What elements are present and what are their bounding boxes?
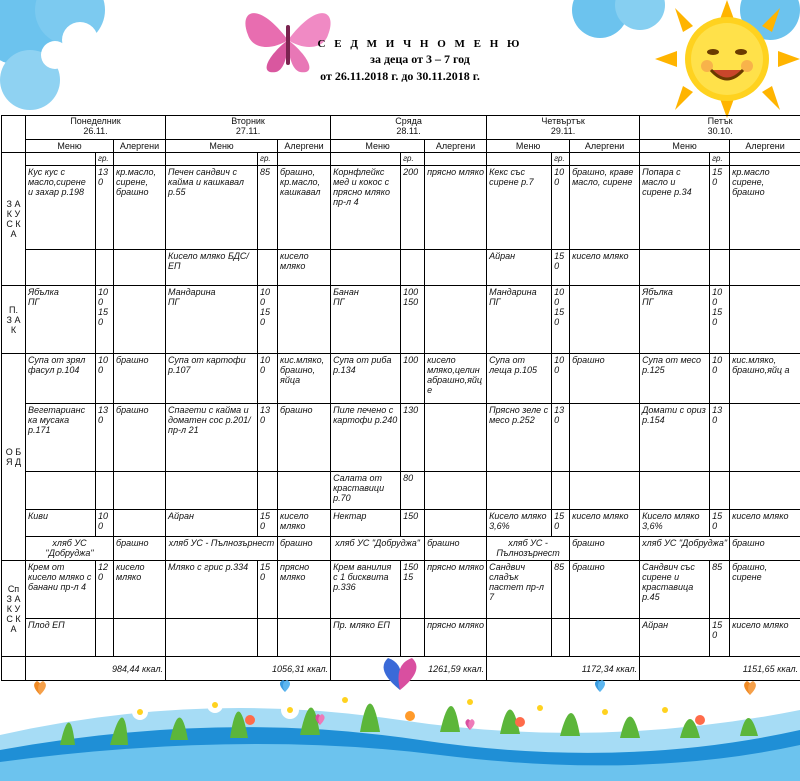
cloud-left-decoration [0, 0, 120, 110]
snack-grams: 100 [260, 287, 271, 307]
menu-item: Супа от зрял фасул р.104 [26, 354, 96, 404]
empty-cell [26, 153, 96, 166]
allergens-value [570, 472, 640, 510]
menu-item: Кисело мляко 3,6% [640, 510, 710, 537]
bread-row [2, 537, 800, 561]
allergens-value: кисело мляко [278, 510, 331, 537]
allergens-value: прясно мляко [278, 561, 331, 619]
breakfast-row [2, 166, 800, 250]
allergens-value [730, 250, 800, 286]
allergens-value [114, 250, 166, 286]
bread-item: хляб УС - Пълнозърнест [166, 537, 278, 561]
grams-value [96, 250, 114, 286]
allergens-value: брашно, краве масло, сирене [570, 166, 640, 250]
menu-item: Кекс със сирене р.7 [487, 166, 552, 250]
allergens-value [730, 286, 800, 354]
allergens-value: брашно [114, 404, 166, 472]
snack-item: Банан [333, 287, 359, 297]
menu-column-header: Меню [26, 140, 114, 153]
allergens-value: кисело мляко [730, 510, 800, 537]
day-name: Сряда [395, 116, 422, 126]
sun-icon [655, 0, 800, 118]
allergens-column-header: Алергени [278, 140, 331, 153]
allergens-value: кисело мляко [570, 510, 640, 537]
kcal-total: 1261,59 ккал. [331, 657, 487, 681]
grams-value: 100 [552, 166, 570, 250]
grams-header: гр. [552, 153, 570, 166]
snack-grams-2: 150 [98, 307, 109, 327]
grams-value: 130 [96, 166, 114, 250]
menu-subtitle: за деца от 3 – 7 год [370, 52, 470, 66]
day-name-row [2, 116, 800, 140]
grams-value [96, 561, 114, 619]
empty-cell [570, 153, 640, 166]
snack-grams: 100 [403, 287, 419, 297]
afternoon-prefix: Сп [7, 583, 20, 594]
allergens-column-header: Алергени [730, 140, 800, 153]
allergens-value [425, 472, 487, 510]
day-name: Петък [707, 116, 733, 126]
snack-grams: 100 [712, 287, 723, 307]
empty-cell [730, 153, 800, 166]
menu-item: Домати с ориз р.154 [640, 404, 710, 472]
grams-value: 200 [401, 166, 425, 250]
menu-item: Кисело мляко БДС/ЕП [166, 250, 258, 286]
grams-value [96, 472, 114, 510]
kcal-total: 1056,31 ккал. [166, 657, 331, 681]
allergens-value: прясно мляко [425, 561, 487, 619]
menu-column-header: Меню [640, 140, 730, 153]
menu-item [331, 286, 401, 354]
menu-item: Мляко с грис р.334 [166, 561, 258, 619]
menu-column-header: Меню [166, 140, 278, 153]
snack-grams-2: 150 [712, 307, 723, 327]
grams-value [552, 561, 570, 619]
lunch-salad-row [2, 472, 800, 510]
menu-item: Спагети с кайма и доматен сос р.201/ пр-л 21 [166, 404, 258, 472]
allergens-value: брашно [570, 561, 640, 619]
allergens-value [114, 286, 166, 354]
day-header [640, 116, 800, 140]
kcal-total: 1172,34 ккал. [487, 657, 640, 681]
snack-item: Мандарина [489, 287, 537, 297]
menu-item: Супа от леща р.105 [487, 354, 552, 404]
snack-item-2: ПГ [489, 297, 501, 307]
menu-title: С Е Д М И Ч Н О М Е Н Ю [317, 38, 523, 50]
allergens-value: брашно [114, 537, 166, 561]
grams-value: 130 [552, 404, 570, 472]
menu-item: Прясно зеле с месо р.252 [487, 404, 552, 472]
day-date: 30.10. [707, 126, 733, 136]
menu-item [640, 472, 710, 510]
grams-value [401, 250, 425, 286]
menu-item [166, 472, 258, 510]
allergens-value: кисело мляко [570, 250, 640, 286]
empty-cell [331, 153, 401, 166]
menu-item [26, 250, 96, 286]
empty-cell [487, 153, 552, 166]
grams-value: 150 [710, 619, 730, 657]
menu-item: Кисело мляко 3,6% [487, 510, 552, 537]
menu-item: Салата от краставици р.70 [331, 472, 401, 510]
allergens-value [425, 286, 487, 354]
empty-cell [425, 153, 487, 166]
afternoon-grams: 85 [554, 562, 565, 572]
allergens-value: прясно мляко [425, 619, 487, 657]
snack-item-2: ПГ [28, 297, 40, 307]
snack-grams: 100 [554, 287, 565, 307]
menu-item: Попара с масло и сирене р.34 [640, 166, 710, 250]
grams-header-row [2, 153, 800, 166]
snack-item-2: ПГ [168, 297, 180, 307]
empty-cell [278, 153, 331, 166]
allergens-value: брашно [570, 537, 640, 561]
lunch-main-row [2, 404, 800, 472]
menu-item [640, 286, 710, 354]
allergens-value: кисело мляко [730, 619, 800, 657]
grams-value [258, 561, 278, 619]
allergens-value [278, 472, 331, 510]
snack-item: Мандарина [168, 287, 216, 297]
menu-item [26, 286, 96, 354]
menu-item: Сандвич сладък пастет пр-л 7 [487, 561, 552, 619]
lunch-drink-row [2, 510, 800, 537]
grams-value: 100 [401, 354, 425, 404]
allergens-value: кисело мляко [114, 561, 166, 619]
snack-grams: 100 [98, 287, 109, 307]
snack-grams-2: 150 [554, 307, 565, 327]
grams-value [710, 286, 730, 354]
snack-item-2: ПГ [333, 297, 345, 307]
column-header-row [2, 140, 800, 153]
allergens-value [730, 472, 800, 510]
allergens-value [425, 250, 487, 286]
day-date: 29.11. [550, 126, 576, 136]
kcal-total: 984,44 ккал. [26, 657, 166, 681]
grams-header: гр. [710, 153, 730, 166]
meal-label-snack [2, 286, 26, 354]
allergens-value: кис.мляко, брашно, яйца [278, 354, 331, 404]
grams-value: 100 [96, 510, 114, 537]
allergens-value: кисело мляко,целин абрашно,яйц е [425, 354, 487, 404]
allergens-value [570, 404, 640, 472]
allergens-value [278, 286, 331, 354]
empty-cell [640, 153, 710, 166]
menu-item: Крем от кисело мляко с банани пр-л 4 [26, 561, 96, 619]
grams-value: 150 [401, 510, 425, 537]
allergens-column-header: Алергени [114, 140, 166, 153]
allergens-column-header: Алергени [570, 140, 640, 153]
menu-item [640, 250, 710, 286]
grams-value: 130 [258, 404, 278, 472]
allergens-column-header: Алергени [425, 140, 487, 153]
menu-item: Нектар [331, 510, 401, 537]
menu-column-header: Меню [331, 140, 425, 153]
day-date: 28.11. [396, 126, 421, 136]
meal-label-afternoon [2, 561, 26, 657]
kcal-total: 1151,65 ккал. [640, 657, 800, 681]
menu-dates: от 26.11.2018 г. до 30.11.2018 г. [320, 69, 480, 83]
grams-value: 130 [96, 404, 114, 472]
allergens-value [425, 404, 487, 472]
grams-header: гр. [258, 153, 278, 166]
afternoon-grams: 150 [260, 562, 271, 582]
grams-value: 150 [710, 166, 730, 250]
grams-value [710, 250, 730, 286]
grams-value [258, 250, 278, 286]
allergens-value [114, 472, 166, 510]
grams-value: 150 [258, 510, 278, 537]
grams-header: гр. [96, 153, 114, 166]
allergens-value: кис.мляко, брашно,яйц а [730, 354, 800, 404]
flowers-bottom-decoration [0, 650, 800, 781]
allergens-value [114, 510, 166, 537]
menu-item: Плод ЕП [26, 619, 96, 657]
day-header [166, 116, 331, 140]
grams-value: 80 [401, 472, 425, 510]
afternoon-row [2, 561, 800, 619]
allergens-value: брашно, кр.масло, кашкавал [278, 166, 331, 250]
day-header [487, 116, 640, 140]
allergens-value: брашно, сирене [730, 561, 800, 619]
menu-item: Супа от месо р.125 [640, 354, 710, 404]
allergens-value [570, 286, 640, 354]
grams-value [401, 561, 425, 619]
snack-item: Ябълка [28, 287, 59, 297]
allergens-value [730, 404, 800, 472]
menu-item: Корнфлейкс мед и кокос с прясно мляко пр-л 4 [331, 166, 401, 250]
grams-value [710, 472, 730, 510]
afternoon-grams: 120 [98, 562, 109, 582]
snack-item-2: ПГ [642, 297, 654, 307]
grams-value [552, 286, 570, 354]
breakfast-row-2 [2, 250, 800, 286]
corner-cell [2, 116, 26, 153]
grams-value: 100 [710, 354, 730, 404]
grams-value: 85 [258, 166, 278, 250]
lunch-soup-row [2, 354, 800, 404]
grams-value [552, 472, 570, 510]
day-name: Вторник [231, 116, 265, 126]
menu-item: Кус кус с масло,сирене и захар р.198 [26, 166, 96, 250]
menu-item [166, 286, 258, 354]
bread-item: хляб УС "Добруджа" [26, 537, 114, 561]
menu-item: Печен сандвич с кайма и кашкавал р.55 [166, 166, 258, 250]
grams-value [710, 561, 730, 619]
allergens-value: брашно [730, 537, 800, 561]
menu-item [487, 286, 552, 354]
meal-label-breakfast: З А К У С К А [2, 153, 26, 286]
allergens-value [425, 510, 487, 537]
menu-item [487, 472, 552, 510]
menu-header [240, 38, 560, 84]
allergens-value: брашно [278, 404, 331, 472]
menu-item: Супа от картофи р.107 [166, 354, 258, 404]
meal-label-lunch: О Б Я Д [2, 354, 26, 561]
snack-item: Ябълка [642, 287, 673, 297]
afternoon-grams: 85 [712, 562, 723, 572]
menu-item: Киви [26, 510, 96, 537]
snack-grams-2: 150 [403, 297, 419, 307]
grams-value: 130 [710, 404, 730, 472]
allergens-value: прясно мляко [425, 166, 487, 250]
menu-item: Айран [640, 619, 710, 657]
afternoon-grams-2: 15 [403, 572, 414, 582]
day-date: 27.11. [235, 126, 261, 136]
snack-row [2, 286, 800, 354]
allergens-value: брашно [278, 537, 331, 561]
grams-value: 150 [552, 250, 570, 286]
empty-cell [114, 153, 166, 166]
menu-item: Супа от риба р.134 [331, 354, 401, 404]
grams-value [258, 472, 278, 510]
menu-item: Пр. мляко ЕП [331, 619, 401, 657]
snack-word: З А К [6, 314, 21, 335]
bread-item: хляб УС - Пълнозърнест [487, 537, 570, 561]
menu-item: Крем ванилия с 1 бисквита р.336 [331, 561, 401, 619]
menu-item: Пиле печено с картофи р.240 [331, 404, 401, 472]
day-date: 26.11. [83, 126, 108, 136]
empty-cell [166, 153, 258, 166]
grams-value: 150 [710, 510, 730, 537]
grams-value [401, 286, 425, 354]
grams-value: 130 [401, 404, 425, 472]
afternoon-grams: 150 [403, 562, 419, 572]
snack-prefix: П. [9, 304, 18, 315]
allergens-value: брашно [570, 354, 640, 404]
grams-value [258, 286, 278, 354]
menu-item: Айран [487, 250, 552, 286]
afternoon-word: З А К У С К А [6, 593, 21, 634]
bread-item: хляб УС "Добруджа" [331, 537, 425, 561]
menu-item [26, 472, 96, 510]
menu-item [331, 250, 401, 286]
grams-value: 100 [552, 354, 570, 404]
day-header [331, 116, 487, 140]
grams-value: 100 [96, 354, 114, 404]
allergens-value: кр.масло сирене, брашно [730, 166, 800, 250]
grams-value: 150 [552, 510, 570, 537]
menu-item: Сандвич със сирене и краставица р.45 [640, 561, 710, 619]
allergens-value: кр.масло, сирене, брашно [114, 166, 166, 250]
day-header [26, 116, 166, 140]
day-name: Четвъртък [541, 116, 585, 126]
grams-header: гр. [401, 153, 425, 166]
menu-item: Айран [166, 510, 258, 537]
snack-grams-2: 150 [260, 307, 271, 327]
allergens-value: кисело мляко [278, 250, 331, 286]
allergens-value: брашно [114, 354, 166, 404]
allergens-value: брашно [425, 537, 487, 561]
grams-value [96, 286, 114, 354]
bread-item: хляб УС "Добруджа" [640, 537, 730, 561]
weekly-menu-table [1, 115, 800, 681]
day-name: Понеделник [70, 116, 121, 126]
menu-column-header: Меню [487, 140, 570, 153]
grams-value: 100 [258, 354, 278, 404]
menu-item: Вегетарианс ка мусака р.171 [26, 404, 96, 472]
